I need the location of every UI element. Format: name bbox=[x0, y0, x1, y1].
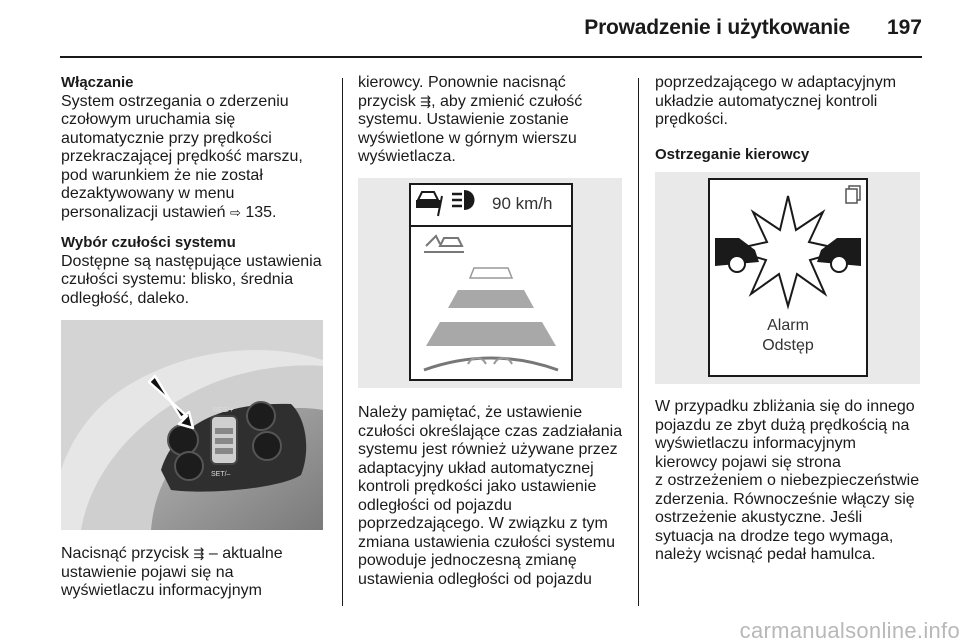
res-button-label: RES/+ bbox=[213, 407, 234, 414]
distance-label: Odstęp bbox=[762, 337, 814, 354]
sensitivity-button-icon: ⇶ bbox=[193, 546, 205, 561]
heading-wlaczanie: Włączanie bbox=[61, 74, 134, 91]
page-reference: 135. bbox=[245, 203, 277, 221]
column-1 bbox=[61, 74, 333, 308]
page-reference-icon: ⇨ bbox=[229, 204, 241, 220]
collision-warning-figure bbox=[655, 172, 920, 384]
steering-wheel-illustration bbox=[61, 320, 323, 530]
header-rule bbox=[60, 56, 922, 58]
sensitivity-button-icon-2: ⇶ bbox=[420, 93, 432, 109]
paragraph-note: Należy pamiętać, że ustawienie czułości określające czas zadziałania systemu jest również używane przez adaptacyjny układ automatycznej kontroli prędkości jako ustawienie odległości od pojazdu poprzedzającego. W związku z tym zmiana ustawienia czułości systemu powoduje jednoczesną zmianę ustawienia odległości od pojazdu bbox=[358, 404, 623, 588]
set-speed-readout: 90 km/h bbox=[492, 194, 553, 213]
heading-sensitivity: Wybór czułości systemu bbox=[61, 234, 236, 251]
heading-driver-warning: Ostrzeganie kierowcy bbox=[655, 145, 810, 163]
collision-warning-illustration bbox=[655, 172, 920, 384]
paragraph-enabling: System ostrzegania o zderzeniu czołowym uruchamia się automatycznie przy prędkości przekraczającej prędkość marszu, pod warunkiem że nie został dezaktywowany w menu personalizacji ustawień ⇨ 135. bbox=[61, 92, 303, 221]
paragraph-press-button: Nacisnąć przycisk ⇶ – aktualne ustawienie pojawi się na wyświetlaczu informacyjnym bbox=[61, 545, 283, 599]
set-button-label: SET/– bbox=[211, 471, 231, 478]
paragraph-warning: W przypadku zbliżania się do innego pojazdu ze zbyt dużą prędkością na wyświetlaczu informacyjnym kierowcy pojawi się strona z ostrzeżeniem o niebezpieczeństwie zderzenia. Równocześnie włączy się ostrzeżenie akustyczne. Jeśli sytuacja na drodze tego wymaga, należy wcisnąć pedał hamulca. bbox=[655, 398, 920, 563]
page-number: 197 bbox=[886, 16, 922, 39]
column-2-top: kierowcy. Ponownie nacisnąć przycisk ⇶, aby zmienić czułość systemu. Ustawienie zostanie wyświetlone w górnym wierszu wyświetlacza. bbox=[358, 74, 583, 165]
page-header-title: Prowadzenie i użytkowanie bbox=[584, 16, 850, 39]
steering-wheel-figure bbox=[61, 320, 323, 530]
paragraph-sensitivity: Dostępne są następujące ustawienia czułości systemu: blisko, średnia odległość, daleko. bbox=[61, 252, 322, 307]
column-divider-2 bbox=[638, 78, 639, 606]
watermark: carmanualsonline.info bbox=[739, 618, 960, 643]
alarm-label: Alarm bbox=[767, 317, 809, 334]
column-3-top: poprzedzającego w adaptacyjnym układzie automatycznej kontroli prędkości. Ostrzeganie kierowcy bbox=[655, 74, 925, 164]
distance-display-illustration bbox=[358, 178, 622, 388]
distance-display-figure bbox=[358, 178, 622, 388]
column-divider-1 bbox=[342, 78, 343, 606]
